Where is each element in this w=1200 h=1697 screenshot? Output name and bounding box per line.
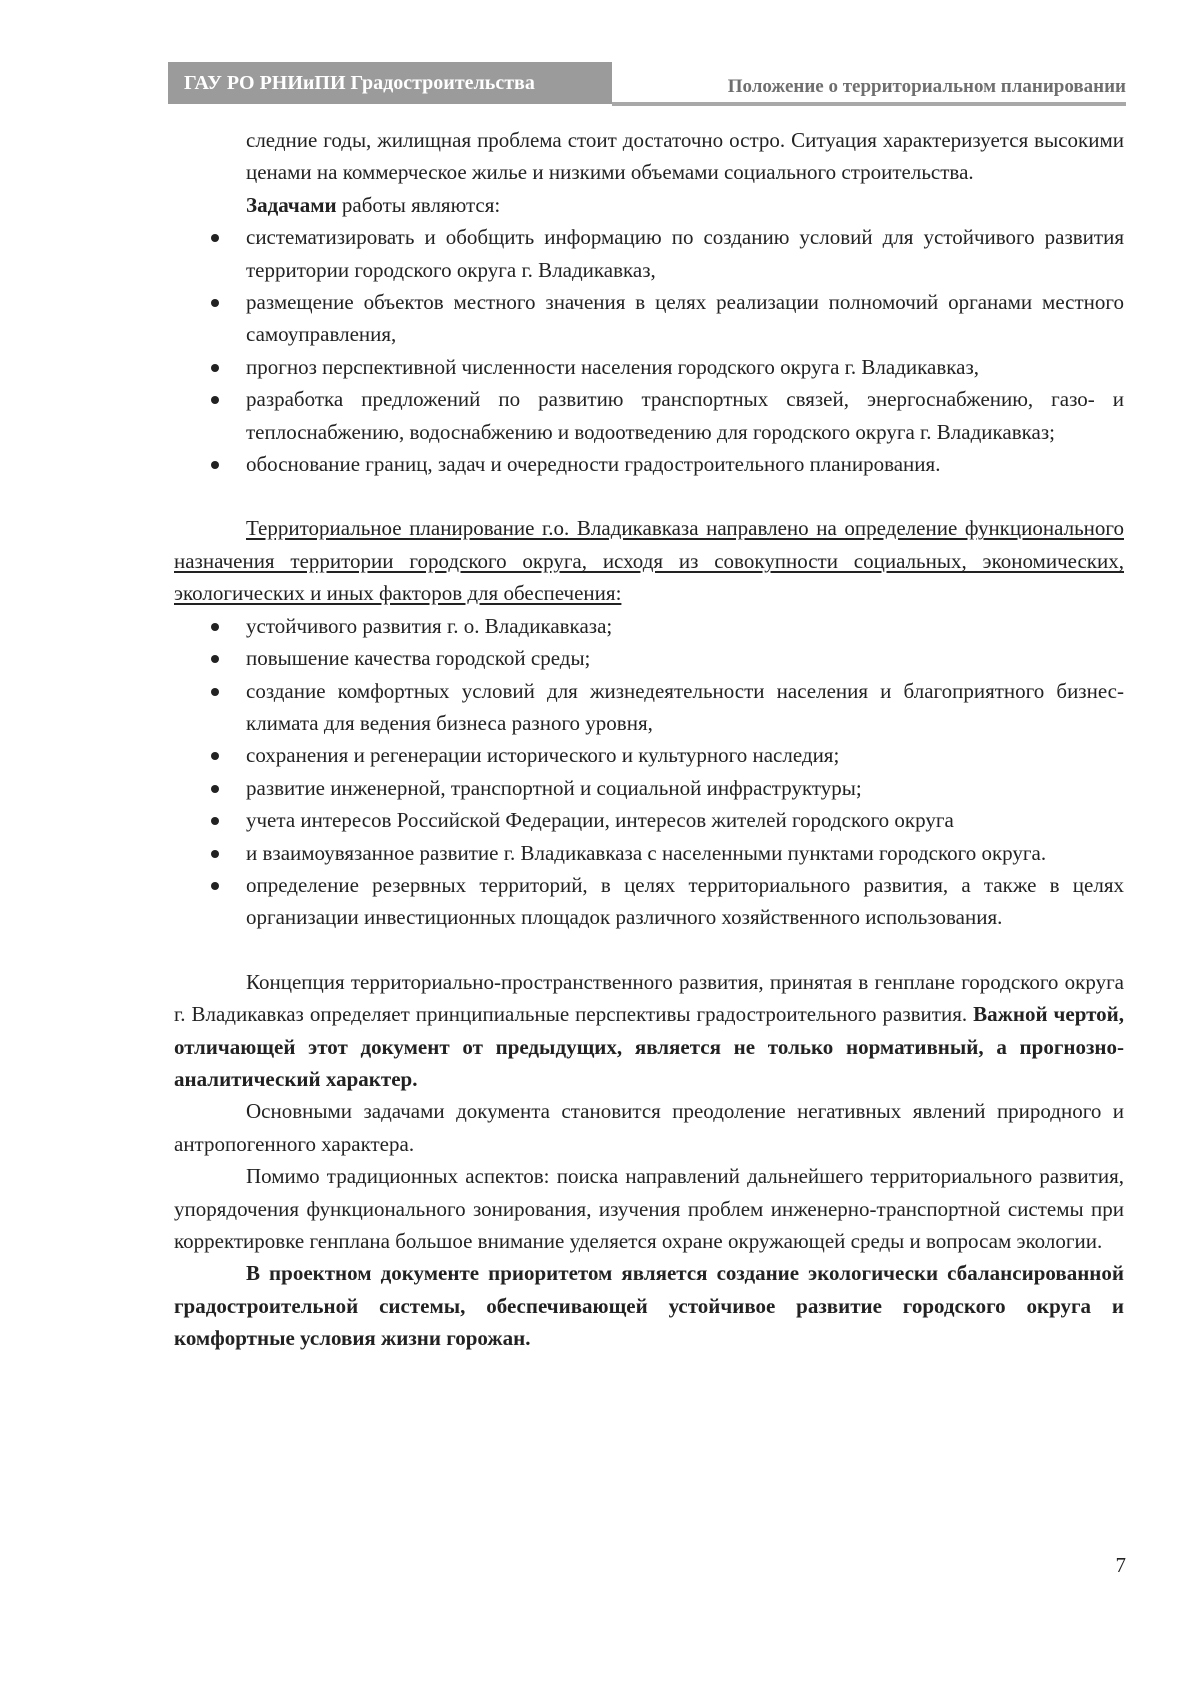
bullet-icon [211,623,219,631]
concept-paragraph: Концепция территориально-пространственного развития, принятая в генплане городского округа г. Владикавказ определяет принципиальные перспективы градостроительного развития. Важной чертой, отличающей этот документ от предыдущих, является не только нормативный, а прогнозно-аналитический характер. [174,969,1124,1091]
continuation-paragraph: следние годы, жилищная проблема стоит достаточно остро. Ситуация характеризуется высокими ценами на коммерческое жилье и низкими объемами социального строительства. [246,128,1124,185]
header-document-title: Положение о территориальном планировании [612,66,1126,106]
tasks-heading-rest: работы являются: [336,192,501,217]
bullet-icon [211,396,219,404]
list-item: размещение объектов местного значения в целях реализации полномочий органами местного самоуправления, [174,286,1124,351]
tasks-label: Задачами [246,192,337,217]
list-item: определение резервных территорий, в целях территориального развития, а также в целях организации инвестиционных площадок различного хозяйственного использования. [174,869,1124,934]
tasks-list [174,221,1124,480]
bullet-icon [211,785,219,793]
list-item: повышение качества городской среды; [174,642,1124,674]
bullet-icon [211,655,219,663]
planning-list [174,610,1124,934]
list-item: и взаимоувязанное развитие г. Владикавказа с населенными пунктами городского округа. [174,837,1124,869]
list-item: обоснование границ, задач и очередности градостроительного планирования. [174,448,1124,480]
bullet-icon [211,850,219,858]
bullet-icon [211,817,219,825]
planning-intro: Территориальное планирование г.о. Владикавказа направлено на определение функционального назначения территории городского округа, исходя из совокупности социальных, экономических, экологических и иных факторов для обеспечения: [174,516,1124,606]
list-item: создание комфортных условий для жизнедеятельности населения и благоприятного бизнес-климата для ведения бизнеса разного уровня, [174,675,1124,740]
bullet-icon [211,882,219,890]
bullet-icon [211,364,219,372]
page-body [174,124,1124,1355]
bullet-icon [211,299,219,307]
list-item: развитие инженерной, транспортной и социальной инфраструктуры; [174,772,1124,804]
aspects-paragraph: Помимо традиционных аспектов: поиска направлений дальнейшего территориального развития, упорядочения функционального зонирования, изучения проблем инженерно-транспортной системы при корректировке генплана большое внимание уделяется охране окружающей среды и вопросам экологии. [174,1164,1124,1253]
bullet-icon [211,234,219,242]
page-number: 7 [1115,1553,1126,1577]
bullet-icon [211,688,219,696]
list-item: систематизировать и обобщить информацию по созданию условий для устойчивого развития территории городского округа г. Владикавказ, [174,221,1124,286]
tasks-heading [246,189,1124,221]
bullet-icon [211,461,219,469]
list-item: учета интересов Российской Федерации, интересов жителей городского округа [174,804,1124,836]
list-item: прогноз перспективной численности населения городского округа г. Владикавказ, [174,351,1124,383]
list-item: устойчивого развития г. о. Владикавказа; [174,610,1124,642]
list-item: разработка предложений по развитию транспортных связей, энергоснабжению, газо- и теплоснабжению, водоснабжению и водоотведению для городского округа г. Владикавказ; [174,383,1124,448]
list-item: сохранения и регенерации исторического и культурного наследия; [174,739,1124,771]
priority-paragraph: В проектном документе приоритетом является создание экологически сбалансированной градостроительной системы, обеспечивающей устойчивое развитие городского округа и комфортные условия жизни горожан. [174,1261,1124,1351]
main-tasks-paragraph: Основными задачами документа становится преодоление негативных явлений природного и антропогенного характера. [174,1099,1124,1156]
bullet-icon [211,752,219,760]
header-organization: ГАУ РО РНИиПИ Градостроительства [168,62,612,104]
